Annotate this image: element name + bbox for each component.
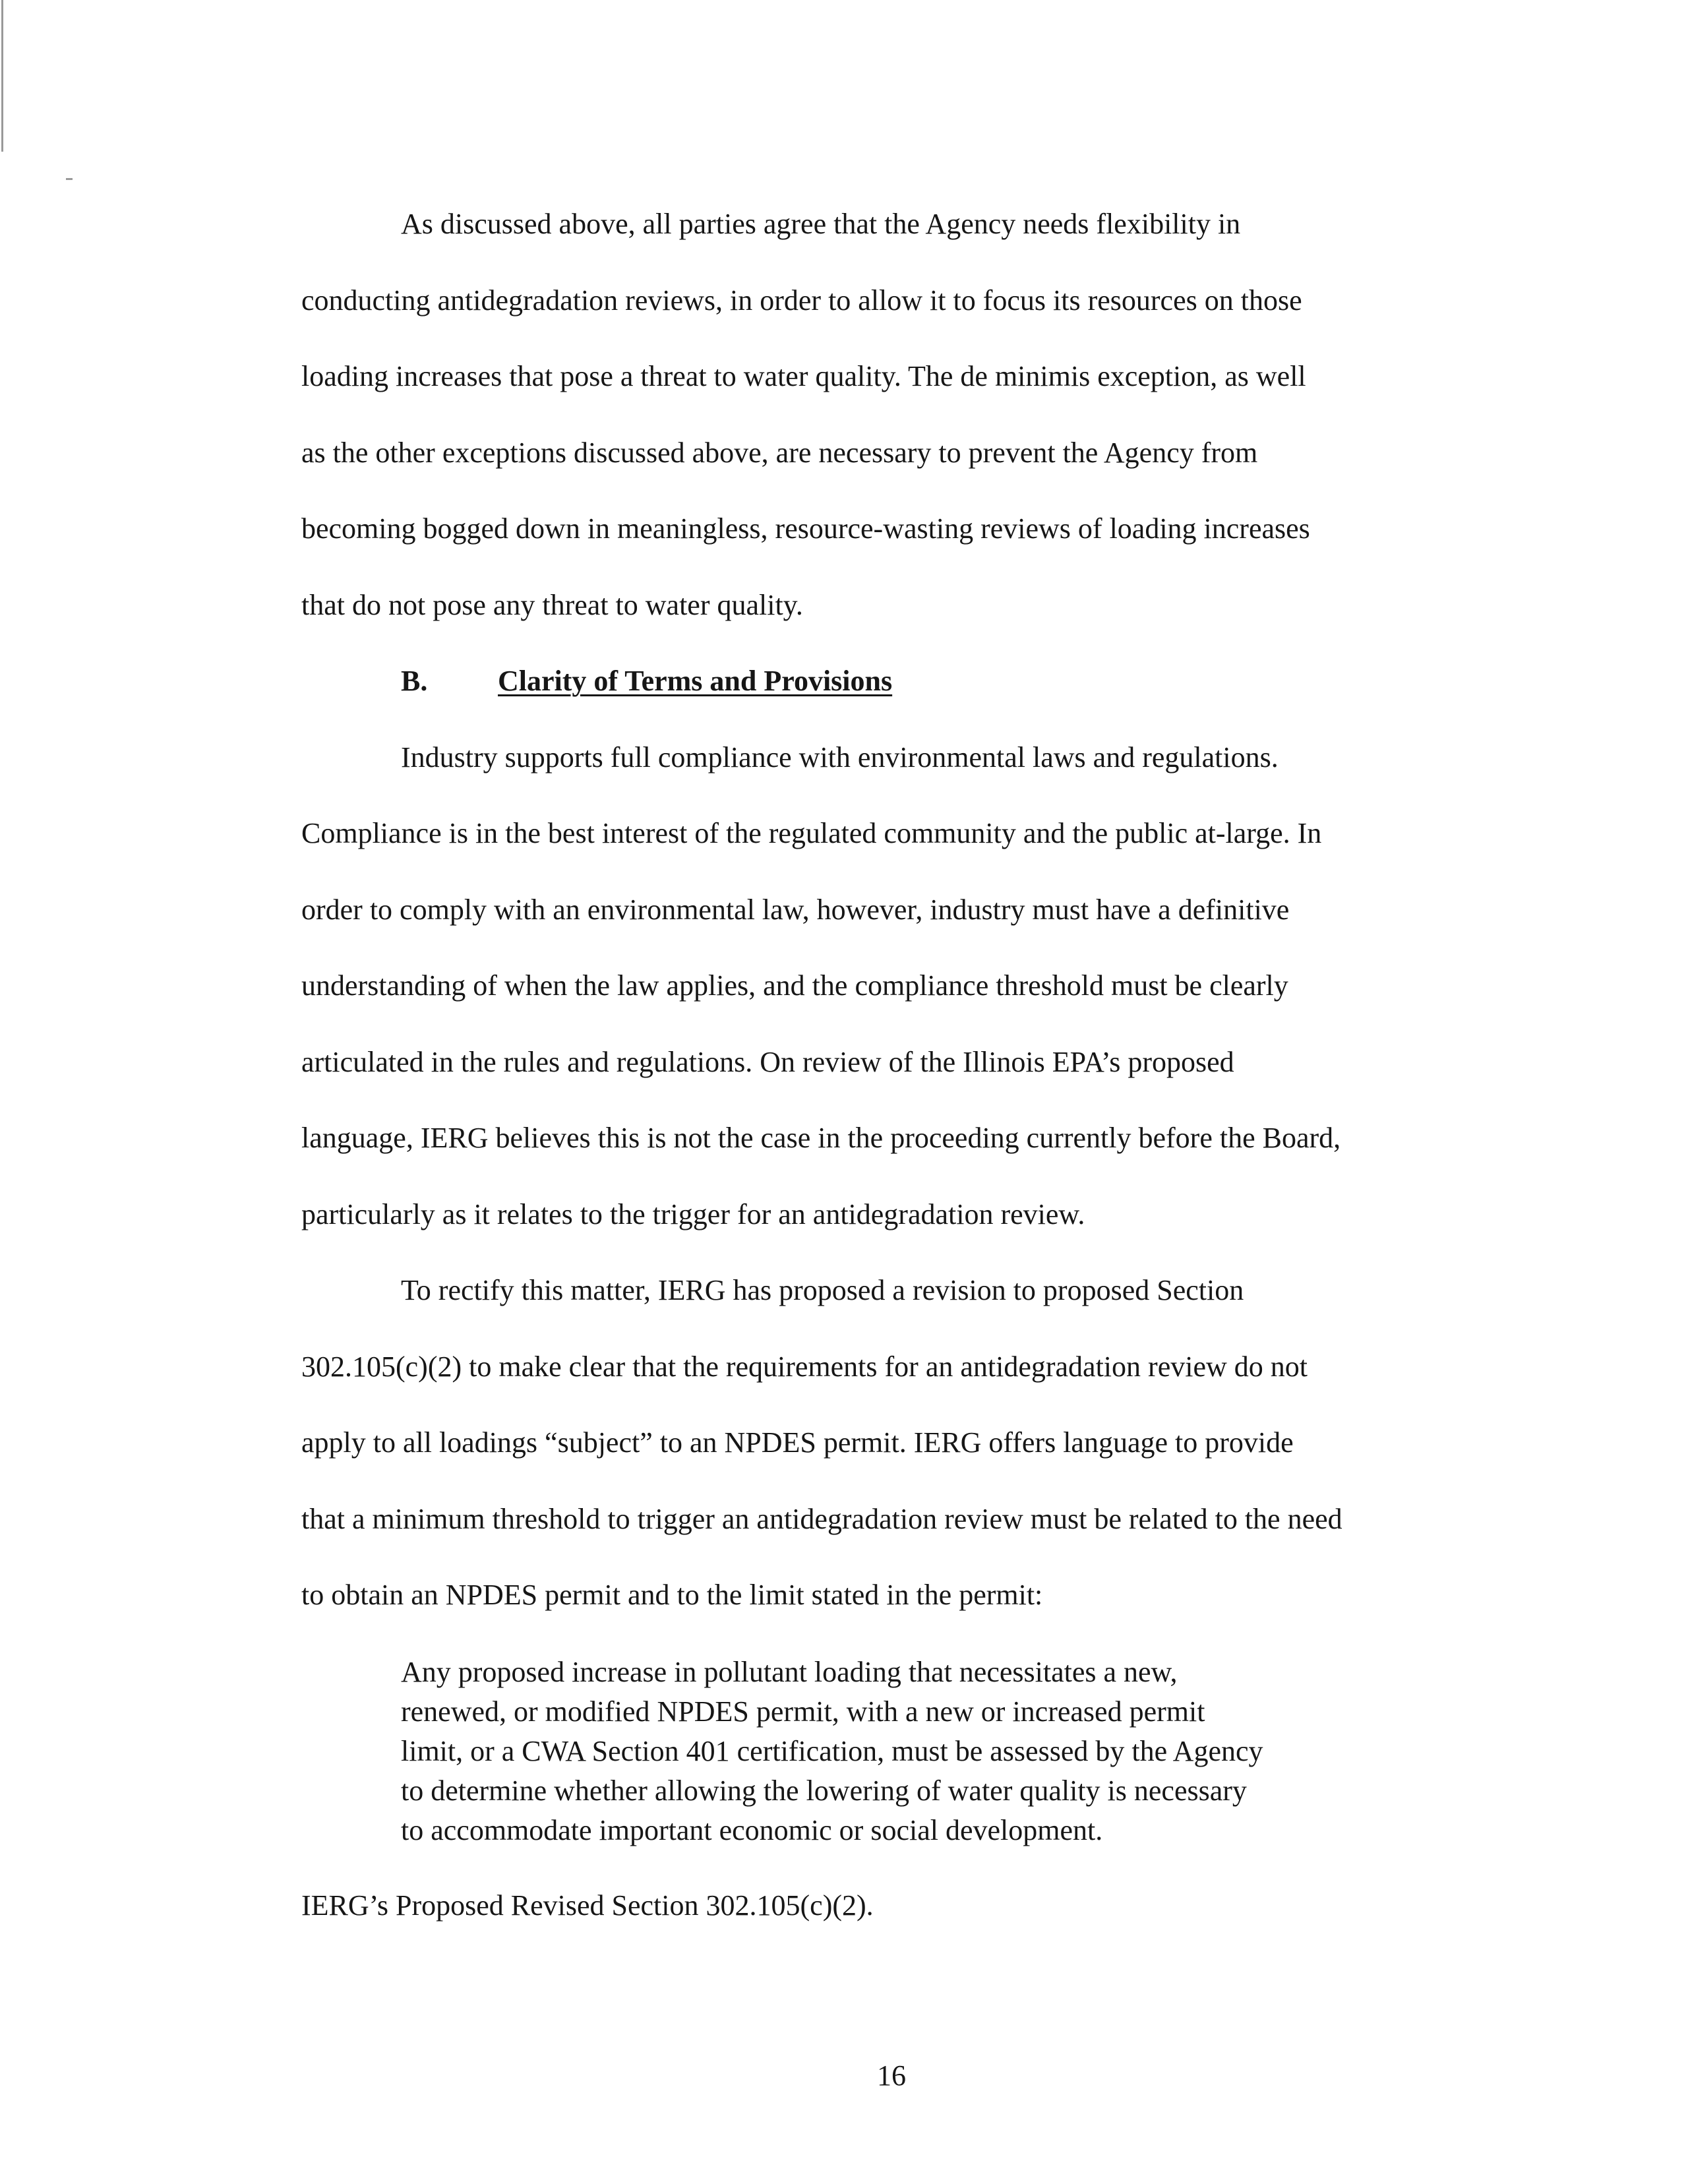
block-quote-line: renewed, or modified NPDES permit, with a new or increased permit [401, 1695, 1205, 1728]
paragraph1-line: conducting antidegradation reviews, in order to allow it to focus its resources on those [301, 284, 1302, 317]
paragraph3-line: 302.105(c)(2) to make clear that the requirements for an antidegradation review do not [301, 1350, 1308, 1383]
scan-edge-mark [1, 0, 3, 152]
block-quote-line: to determine whether allowing the lowering of water quality is necessary [401, 1774, 1247, 1807]
paragraph1-line: becoming bogged down in meaningless, resource-wasting reviews of loading increases [301, 512, 1310, 545]
paragraph3-line: to obtain an NPDES permit and to the limit stated in the permit: [301, 1579, 1043, 1611]
paragraph3-line: To rectify this matter, IERG has proposed a revision to proposed Section [401, 1274, 1244, 1306]
paragraph2-line: Industry supports full compliance with environmental laws and regulations. [401, 741, 1279, 774]
paragraph2-line: articulated in the rules and regulations. On review of the Illinois EPA’s proposed [301, 1046, 1234, 1078]
page-number: 16 [877, 2059, 906, 2092]
block-quote-line: to accommodate important economic or social development. [401, 1814, 1103, 1846]
paragraph2-line: Compliance is in the best interest of the regulated community and the public at-large. In [301, 817, 1322, 849]
section-heading-title: Clarity of Terms and Provisions [498, 665, 893, 697]
section-heading-letter: B. [401, 665, 428, 697]
paragraph1-line: loading increases that pose a threat to water quality. The de minimis exception, as well [301, 360, 1306, 392]
paragraph2-line: understanding of when the law applies, and the compliance threshold must be clearly [301, 969, 1288, 1002]
paragraph1-line: that do not pose any threat to water quality. [301, 589, 803, 621]
paragraph2-line: language, IERG believes this is not the case in the proceeding currently before the Board, [301, 1122, 1341, 1154]
paragraph3-line: apply to all loadings “subject” to an NPDES permit. IERG offers language to provide [301, 1426, 1294, 1459]
citation: IERG’s Proposed Revised Section 302.105(c)(2). [301, 1889, 874, 1922]
block-quote-line: limit, or a CWA Section 401 certification, must be assessed by the Agency [401, 1735, 1263, 1767]
paragraph3-line: that a minimum threshold to trigger an antidegradation review must be related to the need [301, 1503, 1342, 1535]
paragraph2-line: particularly as it relates to the trigger for an antidegradation review. [301, 1198, 1085, 1230]
paragraph1-line: As discussed above, all parties agree that the Agency needs flexibility in [401, 208, 1241, 240]
paragraph2-line: order to comply with an environmental law, however, industry must have a definitive [301, 894, 1290, 926]
scan-edge-mark [66, 178, 73, 180]
paragraph1-line: as the other exceptions discussed above, are necessary to prevent the Agency from [301, 437, 1258, 469]
block-quote-line: Any proposed increase in pollutant loading that necessitates a new, [401, 1656, 1178, 1688]
